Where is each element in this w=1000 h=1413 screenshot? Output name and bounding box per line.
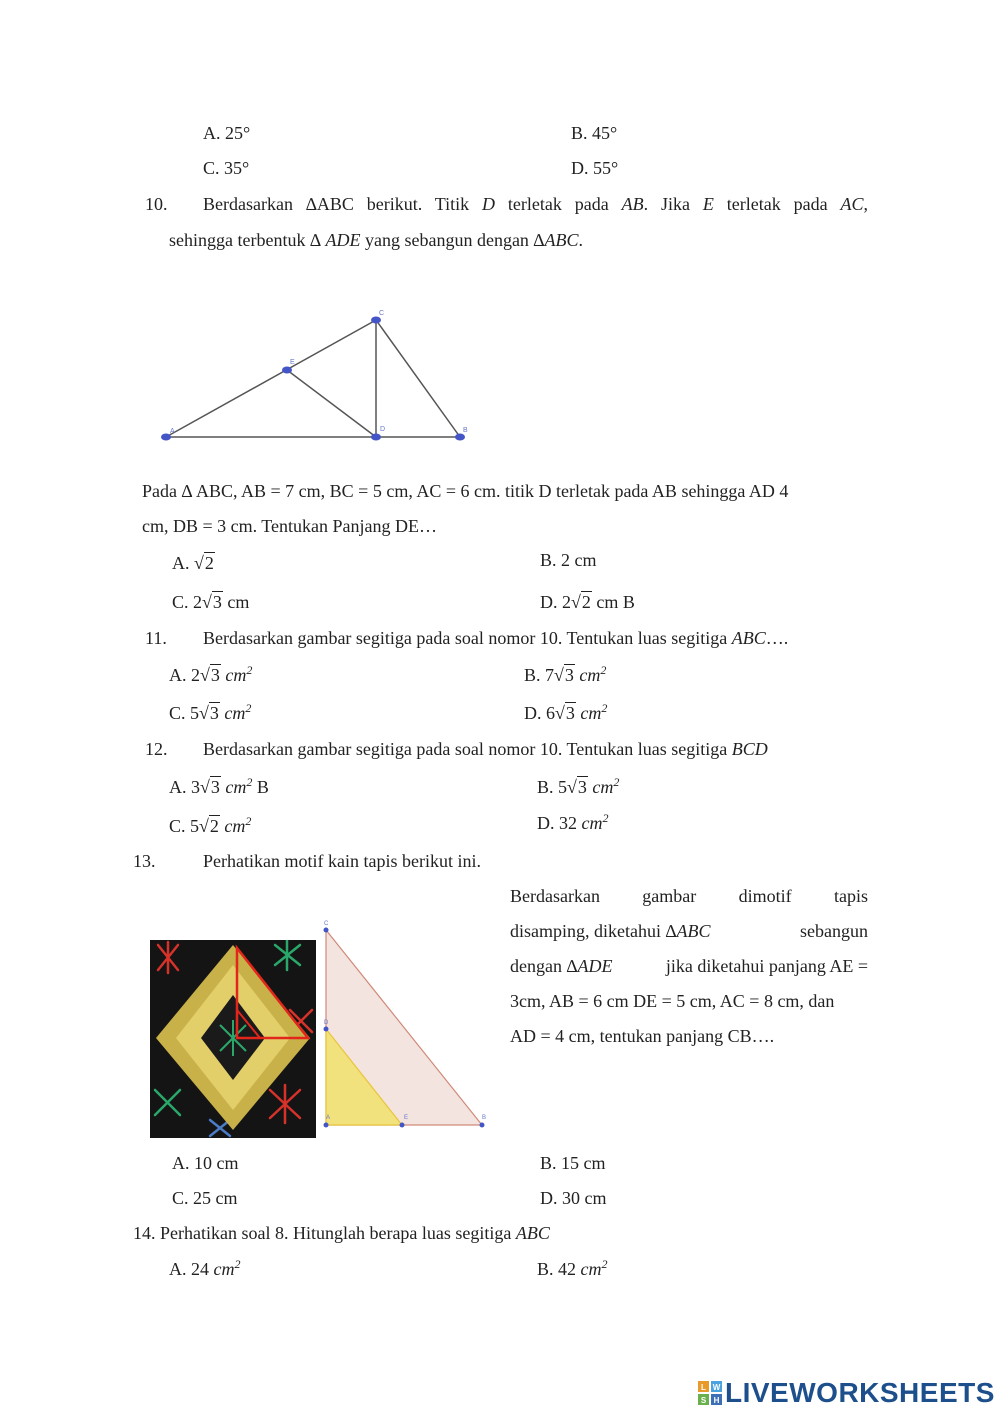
q10-label-e: E xyxy=(290,359,295,366)
q12-option-c: C. 5√2 $cm^2$ xyxy=(169,814,252,836)
svg-text:W: W xyxy=(712,1383,721,1392)
q10-label-d: D xyxy=(380,426,386,433)
q10-description-line1: Pada ∆ ABC, AB = 7 cm, BC = 5 cm, AC = 6 cm. titik D terletak pada AB sehingga AD 4 xyxy=(142,481,789,501)
q14-option-b: B. 42 $cm^2$ xyxy=(537,1257,608,1279)
q10-label-a: A xyxy=(170,428,175,435)
q10-number: 10. xyxy=(145,194,168,214)
q11-number: 11. xyxy=(145,628,167,648)
q10-triangle-figure xyxy=(150,300,490,450)
q10-option-d: D. 2√2 cm B xyxy=(540,592,635,612)
q10-option-c: C. 2√3 cm xyxy=(172,592,250,612)
svg-text:L: L xyxy=(701,1383,706,1392)
liveworksheets-logo-icon xyxy=(697,1380,723,1406)
q9-option-c: C. 35° xyxy=(203,158,250,178)
q11-option-d: D. 6√3 $cm^2$ xyxy=(524,701,608,723)
q10-label-b: B xyxy=(463,427,468,434)
q10-option-b: B. 2 cm xyxy=(540,550,597,570)
q10-line1: Berdasarkan ∆ABC berikut. Titik D terletak pada AB. Jika E terletak pada AC, xyxy=(203,194,868,214)
q13-option-b: B. 15 cm xyxy=(540,1153,606,1173)
svg-text:S: S xyxy=(700,1396,707,1405)
liveworksheets-logo-text: LIVEWORKSHEETS xyxy=(725,1377,995,1408)
q13-text: Perhatikan motif kain tapis berikut ini. xyxy=(203,851,481,871)
q10-line2: sehingga terbentuk ∆ ADE yang sebangun dengan ∆ABC. xyxy=(169,230,583,250)
q13-option-d: D. 30 cm xyxy=(540,1188,607,1208)
q13-paragraph-line5: AD = 4 cm, tentukan panjang CB…. xyxy=(510,1026,775,1046)
q10-option-a: A. √2 xyxy=(172,553,214,573)
q11-option-b: B. 7√3 $cm^2$ xyxy=(524,663,607,685)
q12-option-a: A. 3√3 $cm^2$ B xyxy=(169,775,269,797)
q12-option-d: D. 32 $cm^2$ xyxy=(537,811,609,833)
svg-text:H: H xyxy=(713,1396,720,1405)
q11-option-a: A. 2√3 $cm^2$ xyxy=(169,663,253,685)
q13-triangle-figure xyxy=(316,916,491,1131)
tapis-motif-image xyxy=(150,940,316,1138)
q13-option-c: C. 25 cm xyxy=(172,1188,238,1208)
q13-label-e: E xyxy=(404,1115,409,1121)
q9-option-d: D. 55° xyxy=(571,158,619,178)
q12-option-b: B. 5√3 $cm^2$ xyxy=(537,775,620,797)
q12-number: 12. xyxy=(145,739,168,759)
q11-option-c: C. 5√3 $cm^2$ xyxy=(169,701,252,723)
q9-option-b: B. 45° xyxy=(571,123,618,143)
q14-text: 14. Perhatikan soal 8. Hitunglah berapa luas segitiga ABC xyxy=(133,1223,550,1243)
q13-option-a: A. 10 cm xyxy=(172,1153,239,1173)
q14-option-a: A. 24 $cm^2$ xyxy=(169,1257,241,1279)
q13-paragraph-line3: dengan ∆ADE jika diketahui panjang AE = xyxy=(510,956,868,976)
q13-label-c: C xyxy=(324,921,329,927)
q13-label-d: D xyxy=(324,1020,329,1026)
q13-label-b: B xyxy=(482,1115,487,1121)
q13-paragraph-line1: Berdasarkan gambar dimotif tapis xyxy=(510,886,868,906)
q13-paragraph-line4: 3cm, AB = 6 cm DE = 5 cm, AC = 8 cm, dan xyxy=(510,991,835,1011)
q11-text: Berdasarkan gambar segitiga pada soal nomor 10. Tentukan luas segitiga ABC…. xyxy=(203,628,789,648)
q13-label-a: A xyxy=(326,1115,331,1121)
q12-text: Berdasarkan gambar segitiga pada soal nomor 10. Tentukan luas segitiga BCD xyxy=(203,739,768,759)
q10-label-c: C xyxy=(379,310,385,317)
q13-number: 13. xyxy=(133,851,156,871)
q9-option-a: A. 25° xyxy=(203,123,251,143)
q10-description-line2: cm, DB = 3 cm. Tentukan Panjang DE… xyxy=(142,516,438,536)
q13-paragraph-line2: disamping, diketahui ∆ABC sebangun xyxy=(510,921,868,941)
liveworksheets-logo xyxy=(697,1377,995,1409)
